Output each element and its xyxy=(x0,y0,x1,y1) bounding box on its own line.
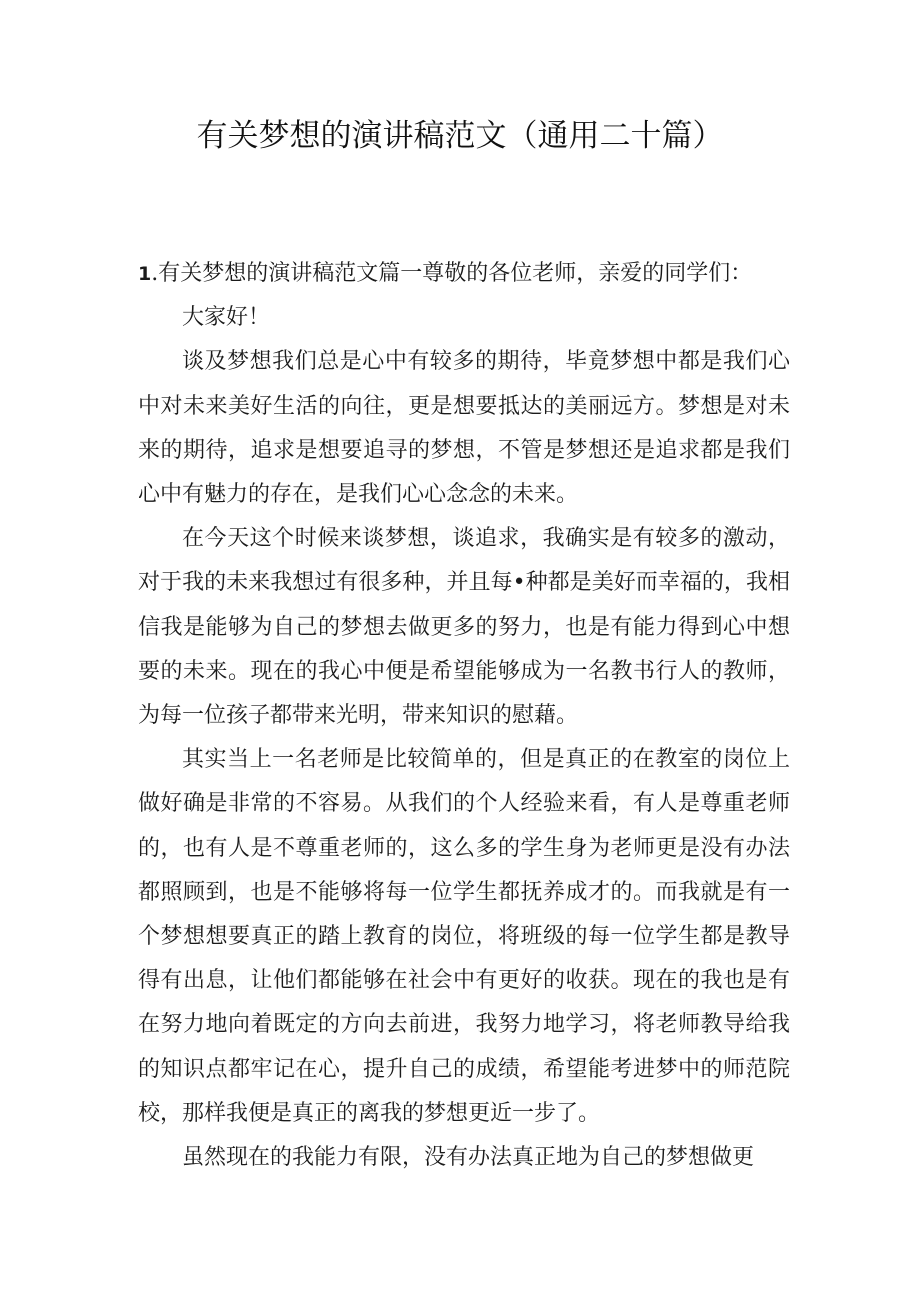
paragraph: 在今天这个时候来谈梦想，谈追求，我确实是有较多的激动，对于我的未来我想过有很多种，并且每•种都是美好而幸福的，我相信我是能够为自己的梦想去做更多的努力，也是有能力得到心中想要的未来。现在的我心中便是希望能够成为一名教书行人的教师，为每一位孩子都带来光明，带来知识的慰藉。 xyxy=(138,526,790,729)
paragraph: 谈及梦想我们总是心中有较多的期待，毕竟梦想中都是我们心中对未来美好生活的向往，更是想要抵达的美丽远方。梦想是对未来的期待，追求是想要追寻的梦想，不管是梦想还是追求都是我们心中有魅力的存在，是我们心心念念的未来。 xyxy=(138,349,790,508)
paragraph: 其实当上一名老师是比较简单的，但是真正的在教室的岗位上做好确是非常的不容易。从我们的个人经验来看，有人是尊重老师的，也有人是不尊重老师的，这么多的学生身为老师更是没有办法都照顾到，也是不能够将每一位学生都抚养成才的。而我就是有一个梦想想要真正的踏上教育的岗位，将班级的每一位学生都是教导得有出息，让他们都能够在社会中有更好的收获。现在的我也是有在努力地向着既定的方向去前进，我努力地学习，将老师教导给我的知识点都牢记在心，提升自己的成绩，希望能考进梦中的师范院校，那样我便是真正的离我的梦想更近一步了。 xyxy=(138,747,790,1126)
document-body xyxy=(138,252,790,1180)
document-title: 有关梦想的演讲稿范文（通用二十篇） xyxy=(196,118,724,154)
section-number: 1 xyxy=(138,263,152,285)
section-heading-text: .有关梦想的演讲稿范文篇一尊敬的各位老师，亲爱的同学们： xyxy=(151,261,753,286)
section-heading xyxy=(138,252,790,296)
paragraph-greeting: 大家好！ xyxy=(182,305,271,331)
paragraph: 虽然现在的我能力有限，没有办法真正地为自己的梦想做更 xyxy=(182,1145,755,1171)
